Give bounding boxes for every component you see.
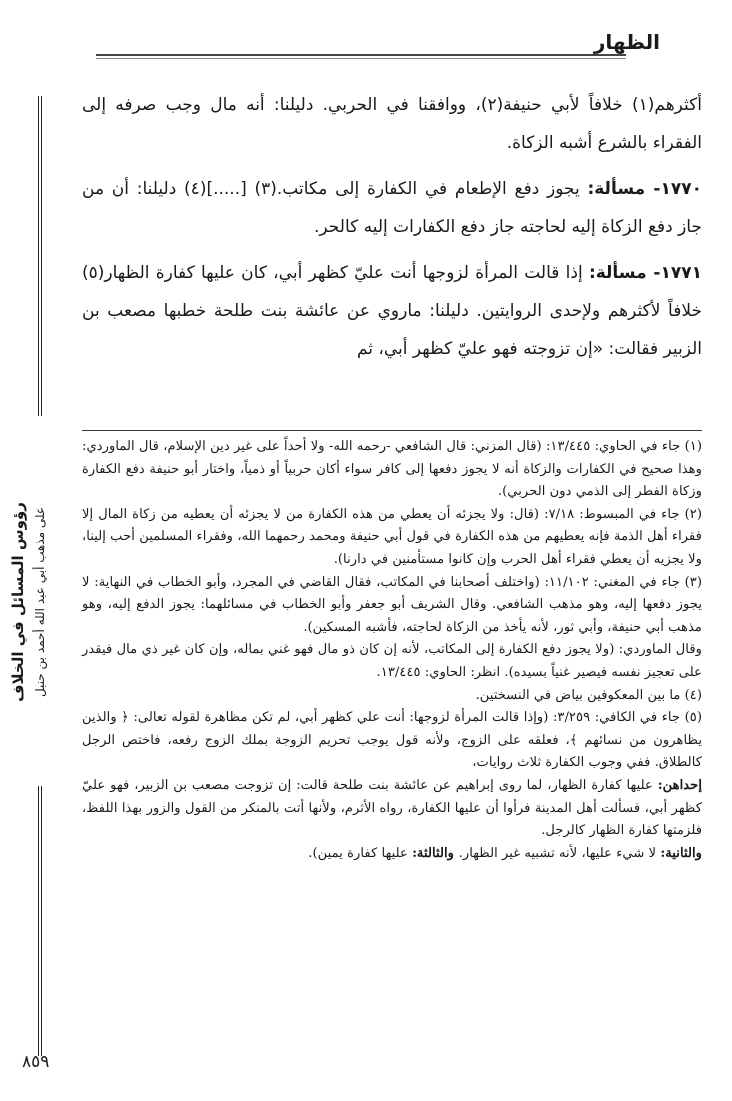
footnote-5-third-text: عليها كفارة يمين). [308, 845, 413, 861]
paragraph-continuation: أكثرهم(١) خلافاً لأبي حنيفة(٢)، ووافقنا في الحربي. دليلنا: أنه مال وجب صرفه إلى الفقراء بالشرع أشبه الزكاة. [82, 95, 703, 153]
footnote-3: (٣) جاء في المغني: ١١/١٠٢: (واختلف أصحابنا في المكاتب، فقال القاضي في المجرد، وأبو الخطاب في النهاية: لا يجوز دفعها إليه، وهو مذهب الشافعي. وقال الشريف أبو جعفر وأبو الخطاب في مسائلهما: يجوز الدفع إليه، وهو مذهب أبي حنيفة، وأبي ثور، لأنه يأخذ من الزكاة لحاجته، فأشبه المسكين). [82, 574, 702, 635]
issue-1771-body: إذا قالت المرأة لزوجها أنت عليّ كظهر أبي، كان عليها كفارة الظهار(٥) خلافاً لأكثرهم ولإحدى الروايتين. دليلنا: ماروي عن عائشة بنت طلحة خطبها مصعب بن الزبير فقالت: «إن تزوجته فهو عليّ كظهر أبي، ثم [82, 263, 702, 359]
side-rule-top [38, 96, 42, 416]
side-title-line1: رؤوس المسائل في الخلاف [9, 502, 27, 702]
footnote-5-second-label: والثانية: [660, 845, 702, 861]
footnote-5-first-label: إحداهن: [657, 777, 702, 793]
footnote-4: (٤) ما بين المعكوفين بياض في النسختين. [475, 687, 702, 703]
issue-1770-heading: ١٧٧٠- مسألة: [587, 179, 702, 199]
footnote-5-first-narration [82, 775, 702, 843]
header-rule-thin [96, 58, 626, 59]
footnote-2: (٢) جاء في المبسوط: ٧/١٨: (قال: ولا يجزئه أن يعطي من هذه الكفارة من لا يجزئه أن يعطيه من زكاة المال إلا فقراء أهل الذمة فإنه يعطيهم من هذه الكفارة في قول أبي حنيفة ومحمد رحمهما الله، وفقراء المسلمين أحب إلينا، ولا يجزيه أن يعطي فقراء أهل الحرب وإن كانوا مستأمنين في دارنا). [82, 506, 702, 567]
running-header-title: الظهار [588, 30, 660, 54]
side-title-line2: على مذهب أبي عبد الله أحمد بن حنبل [33, 506, 47, 698]
footnote-5-second-text: لا شيء عليها، لأنه تشبيه غير الظهار. [458, 845, 661, 861]
footnote-5: (٥) جاء في الكافي: ٣/٢٥٩: (وإذا قالت المرأة لزوجها: أنت علي كظهر أبي، لم تكن مظاهرة لقوله تعالى: ﴿ والذين يظاهرون من نسائهم ﴾، فعلقه على الزوج، ولأنه قول يوجب تحريم الزوجة بملك الزوج رفعه، فاختص الرجل كالطلاق. ففي وجوب الكفارة ثلاث روايات، [82, 710, 702, 771]
issue-1770-body: يجوز دفع الإطعام في الكفارة إلى مكاتب.(٣) [.....](٤) دليلنا: أن من جاز دفع الزكاة إليه لحاجته جاز دفع الكفارات إليه كالحر. [82, 179, 702, 237]
footnote-3-continued: وقال الماوردي: (ولا يجوز دفع الكفارة إلى المكاتب، لأنه إن كان ذو مال فهو غني بماله، وإن كان غير ذي مال فيقدر على تعجيز نفسه فيصير غنياً بسيده). انظر: الحاوي: ١٣/٤٤٥. [82, 642, 702, 680]
page-number: ٨٥٩ [22, 1052, 50, 1072]
footnote-5-other-narrations [82, 843, 702, 866]
issue-1770 [82, 170, 702, 246]
footnote-5-third-label: والثالثة: [412, 845, 459, 861]
issue-1771 [82, 254, 702, 368]
side-rule-bottom [38, 786, 42, 1056]
side-margin [0, 96, 90, 1056]
issue-1771-heading: ١٧٧١- مسألة: [588, 263, 702, 283]
footnote-5-first-text: عليها كفارة الظهار، لما روى إبراهيم عن عائشة بنت طلحة قالت: إن تزوجت مصعب بن الزبير، فهو عليّ كظهر أبي، فسألت أهل المدينة فرأوا أن عليها الكفارة، رواه الأثرم، ولأنها أتت بالمنكر من القول والزور بهذا اللفظ، فلزمتها كفارة الظهار كالرجل. [82, 777, 702, 839]
footnotes [82, 436, 702, 865]
side-book-title [6, 426, 78, 778]
main-text [82, 86, 702, 376]
header-rule [96, 54, 626, 56]
footnote-1: (١) جاء في الحاوي: ١٣/٤٤٥: (قال المزني: قال الشافعي -رحمه الله- ولا أحداً على غير دين الإسلام، قال الماوردي: وهذا صحيح في الكفارات والزكاة أنه لا يجوز دفعها إلى كافر سواء أكان حربياً أو ذمياً، واختار أبو حنيفة دفع الكفارة وزكاة الفطر إلى الذمي دون الحربي). [82, 439, 702, 500]
footnote-divider [82, 430, 702, 431]
